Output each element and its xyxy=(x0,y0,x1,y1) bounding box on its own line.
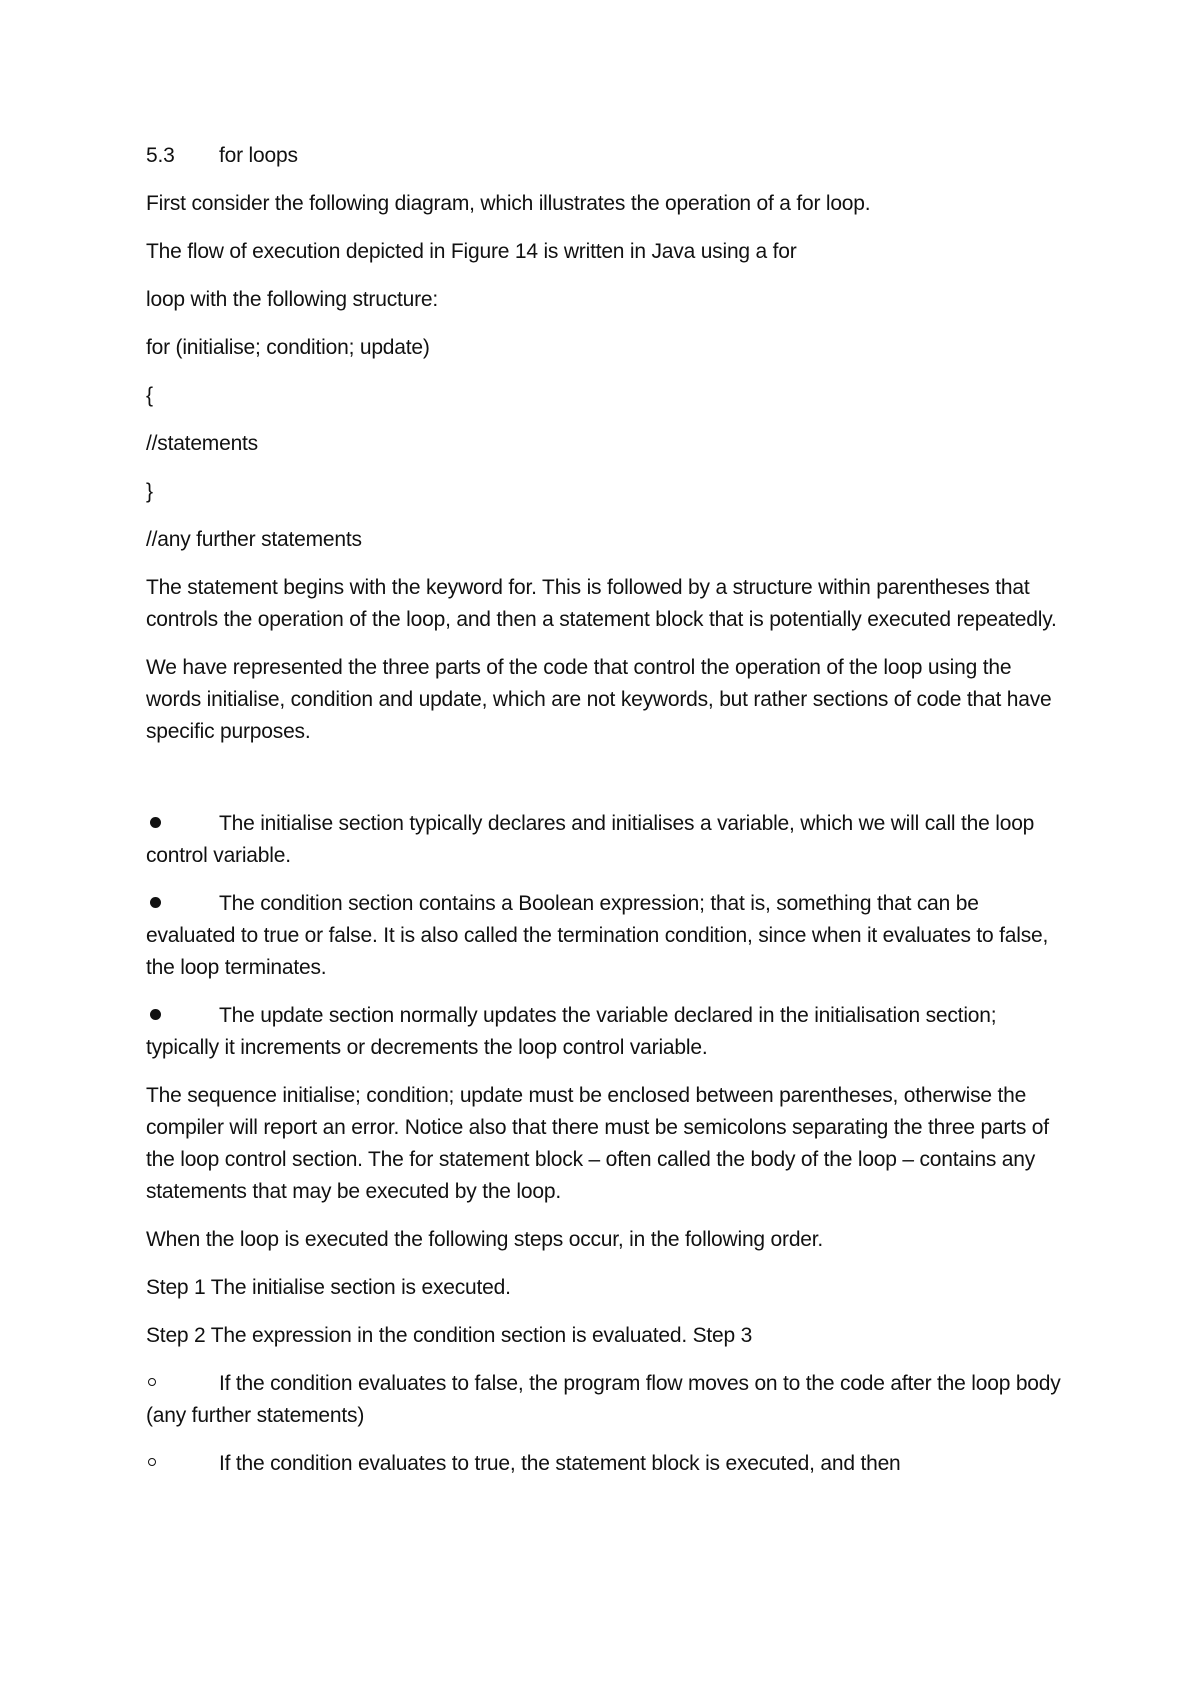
flow-paragraph-line2: loop with the following structure: xyxy=(146,288,439,311)
list-item-text: The initialise section typically declares and initialises a variable, which we will call the loop control variable. xyxy=(146,812,1035,867)
hollow-bullet-icon xyxy=(146,1368,219,1400)
code-line: } xyxy=(146,480,153,503)
list-item-text: The update section normally updates the variable declared in the initialisation section; typically it increments or decrements the loop control variable. xyxy=(146,1004,997,1059)
sub-list-item-text: If the condition evaluates to true, the statement block is executed, and then xyxy=(219,1452,901,1475)
list-item xyxy=(146,888,1066,984)
step-1: Step 1 The initialise section is executed. xyxy=(146,1276,511,1299)
hollow-bullet-icon xyxy=(146,1448,219,1480)
statement-begins-paragraph: The statement begins with the keyword for. This is followed by a structure within parentheses that controls the operation of the loop, and then a statement block that is potentially executed repeatedly. xyxy=(146,576,1057,631)
code-line: for (initialise; condition; update) xyxy=(146,336,430,359)
sequence-paragraph: The sequence initialise; condition; update must be enclosed between parentheses, otherwise the compiler will report an error. Notice also that there must be semicolons separating the three parts of the loop control section. The for statement block – often called the body of the loop – contains any statements that may be executed by the loop. xyxy=(146,1084,1049,1203)
bullet-icon xyxy=(146,888,219,920)
step-2: Step 2 The expression in the condition section is evaluated. Step 3 xyxy=(146,1324,753,1347)
code-line: //any further statements xyxy=(146,528,362,551)
section-title: for loops xyxy=(219,144,298,167)
section-heading xyxy=(146,140,1066,172)
flow-paragraph-line1: The flow of execution depicted in Figure 14 is written in Java using a for xyxy=(146,240,797,263)
document-body xyxy=(146,140,1066,1496)
spacer xyxy=(146,764,1066,808)
list-item xyxy=(146,808,1066,872)
section-number: 5.3 xyxy=(146,144,175,167)
sub-list-item-text: If the condition evaluates to false, the program flow moves on to the code after the loop body (any further statements) xyxy=(146,1372,1061,1427)
sub-list-item xyxy=(146,1448,1066,1480)
list-item xyxy=(146,1000,1066,1064)
code-line: { xyxy=(146,384,153,407)
bullet-icon xyxy=(146,1000,219,1032)
code-line: //statements xyxy=(146,432,258,455)
three-parts-paragraph: We have represented the three parts of the code that control the operation of the loop using the words initialise, condition and update, which are not keywords, but rather sections of code that have specific purposes. xyxy=(146,656,1052,743)
list-item-text: The condition section contains a Boolean expression; that is, something that can be evaluated to true or false. It is also called the termination condition, since when it evaluates to false, the loop terminates. xyxy=(146,892,1049,979)
when-executed-paragraph: When the loop is executed the following steps occur, in the following order. xyxy=(146,1228,824,1251)
intro-paragraph: First consider the following diagram, which illustrates the operation of a for loop. xyxy=(146,192,871,215)
sub-list-item xyxy=(146,1368,1066,1432)
bullet-icon xyxy=(146,808,219,840)
